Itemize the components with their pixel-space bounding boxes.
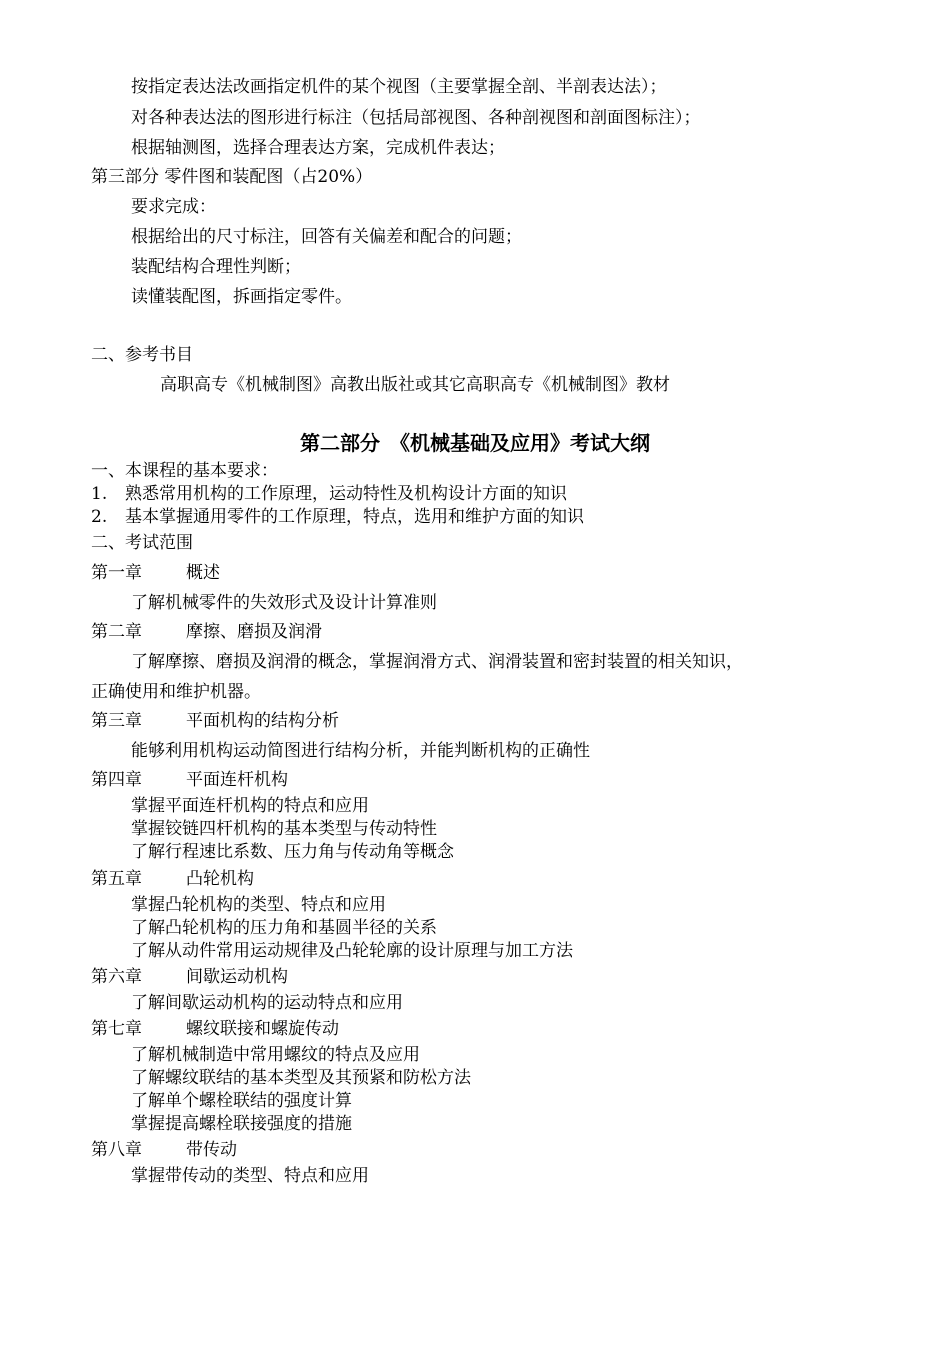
chapter-item: 了解单个螺栓联结的强度计算 [131,1091,352,1111]
chapter-name: 平面机构的结构分析 [186,711,339,731]
item-text: 熟悉常用机构的工作原理，运动特性及机构设计方面的知识 [125,484,567,504]
chapter-heading [91,769,288,791]
chapter-item: 了解摩擦、磨损及润滑的概念，掌握润滑方式、润滑装置和密封装置的相关知识， [131,652,743,672]
references-heading: 二、参考书目 [91,345,193,365]
item-text: 基本掌握通用零件的工作原理，特点，选用和维护方面的知识 [125,507,584,527]
chapter-name: 平面连杆机构 [186,770,288,790]
requirement-item [91,483,567,505]
chapter-label: 第五章 [91,869,142,889]
chapter-name: 带传动 [186,1140,237,1160]
text-line: 按指定表达法改画指定机件的某个视图（主要掌握全剖、半剖表达法）； [131,77,667,97]
chapter-item: 掌握平面连杆机构的特点和应用 [131,796,369,816]
chapter-name: 概述 [186,563,220,583]
chapter-item: 掌握带传动的类型、特点和应用 [131,1166,369,1186]
chapter-label: 第三章 [91,711,142,731]
references-text: 高职高专《机械制图》高教出版社或其它高职高专《机械制图》教材 [160,375,670,395]
chapter-heading [91,562,220,584]
chapter-item: 了解行程速比系数、压力角与传动角等概念 [131,842,454,862]
item-number: 1. [91,484,108,504]
chapter-item: 能够利用机构运动简图进行结构分析，并能判断机构的正确性 [131,741,590,761]
chapter-item: 掌握提高螺栓联接强度的措施 [131,1114,352,1134]
chapter-label: 第七章 [91,1019,142,1039]
section-title: 第二部分 《机械基础及应用》考试大纲 [300,431,650,455]
chapter-item-continuation: 正确使用和维护机器。 [91,682,261,702]
text-line: 装配结构合理性判断； [131,257,301,277]
chapter-name: 凸轮机构 [186,869,254,889]
chapter-name: 螺纹联接和螺旋传动 [186,1019,339,1039]
chapter-heading [91,1139,237,1161]
chapter-heading [91,710,339,732]
chapter-heading [91,1018,339,1040]
text-line: 对各种表达法的图形进行标注（包括局部视图、各种剖视图和剖面图标注）； [131,108,701,128]
requirements-heading: 一、本课程的基本要求： [91,461,278,481]
chapter-heading [91,621,322,643]
chapter-item: 了解凸轮机构的压力角和基圆半径的关系 [131,918,437,938]
text-line: 根据给出的尺寸标注，回答有关偏差和配合的问题； [131,227,522,247]
chapter-item: 掌握凸轮机构的类型、特点和应用 [131,895,386,915]
part3-title: 第三部分 零件图和装配图（占20%） [91,167,373,187]
requirement-item [91,506,584,528]
chapter-item: 掌握铰链四杆机构的基本类型与传动特性 [131,819,437,839]
text-line: 要求完成： [131,197,216,217]
chapter-label: 第一章 [91,563,142,583]
chapter-label: 第四章 [91,770,142,790]
chapter-item: 了解从动件常用运动规律及凸轮轮廓的设计原理与加工方法 [131,941,573,961]
chapter-item: 了解螺纹联结的基本类型及其预紧和防松方法 [131,1068,471,1088]
chapter-name: 间歇运动机构 [186,967,288,987]
chapter-item: 了解机械零件的失效形式及设计计算准则 [131,593,437,613]
chapter-item: 了解机械制造中常用螺纹的特点及应用 [131,1045,420,1065]
chapter-heading [91,868,254,890]
scope-heading: 二、考试范围 [91,533,193,553]
chapter-label: 第六章 [91,967,142,987]
chapter-label: 第二章 [91,622,142,642]
chapter-item: 了解间歇运动机构的运动特点和应用 [131,993,403,1013]
chapter-label: 第八章 [91,1140,142,1160]
chapter-heading [91,966,288,988]
item-number: 2. [91,507,108,527]
chapter-name: 摩擦、磨损及润滑 [186,622,322,642]
text-line: 读懂装配图，拆画指定零件。 [131,287,352,307]
text-line: 根据轴测图，选择合理表达方案，完成机件表达； [131,138,505,158]
